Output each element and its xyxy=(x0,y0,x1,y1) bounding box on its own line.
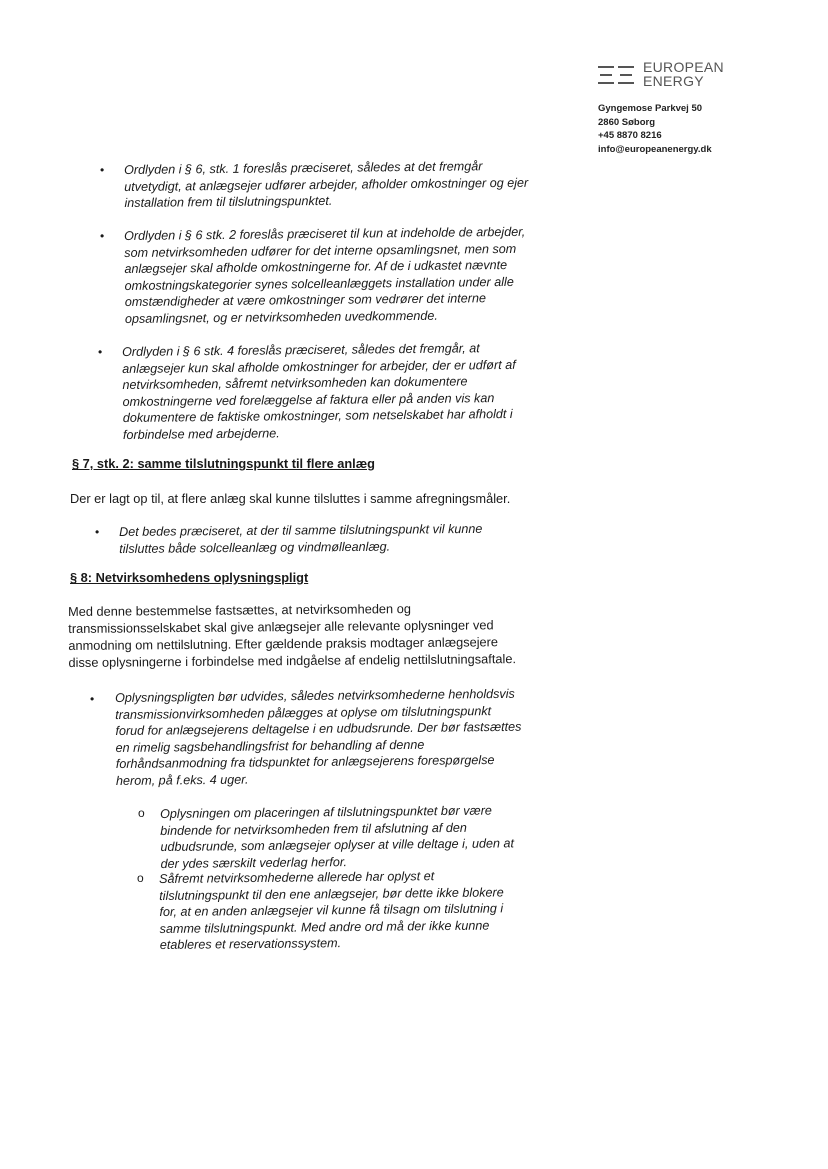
text-line: for, at en anden anlægsejer vil kunne få tilsagn om tilslutning i xyxy=(159,901,504,920)
text-line: der ydes særskilt vederlag herfor. xyxy=(160,854,348,871)
text-line: anlægsejer skal afholde omkostningerne for. Af de i udkastet nævnte xyxy=(124,258,508,277)
text-line: etableres et reservationssystem. xyxy=(159,936,342,953)
text-line: forhåndsanmodning fra tidspunktet for anlægsejerens forespørgelse xyxy=(115,753,495,772)
text-line: Ordlyden i § 6 stk. 4 foreslås præciseret, således det fremgår, at xyxy=(122,341,480,359)
section-8-bullet xyxy=(115,686,522,790)
text-line: Det bedes præciseret, at der til samme tilslutningspunkt vil kunne xyxy=(119,521,483,539)
text-line: omkostningerne ved forelæggelse af faktura eller på anden vis kan xyxy=(122,390,495,409)
text-line: tilslutningspunkt til den ene anlægsejer, bør dette ikke blokere xyxy=(159,884,504,903)
text-line: installation frem til tilslutningspunktet. xyxy=(124,194,333,211)
text-line: anlægsejer kun skal afholde omkostninger for arbejder, der er udført af xyxy=(122,357,516,376)
text-line: forud for anlægsejerens deltagelse i en udbudsrunde. Der bør fastsættes xyxy=(115,719,522,739)
text-line: Oplysningen om placeringen af tilslutningspunktet bør være xyxy=(160,803,492,821)
text-line: Såfremt netvirksomhederne allerede har oplyst et xyxy=(159,869,435,886)
section-7-bullet xyxy=(119,521,483,557)
section-6-bullet-1 xyxy=(124,158,528,212)
section-7-paragraph: Der er lagt op til, at flere anlæg skal kunne tilsluttes i samme afregningsmåler. xyxy=(70,491,511,506)
section-6-bullet-2 xyxy=(124,224,526,328)
text-line: herom, på f.eks. 4 uger. xyxy=(115,772,249,788)
text-line: forbindelse med arbejderne. xyxy=(122,426,280,442)
address-phone: +45 8870 8216 xyxy=(598,130,662,142)
text-line: opsamlingsnet, og er netvirksomheden uvedkommende. xyxy=(124,308,438,326)
text-line: transmissionsselskabet skal give anlægsejer alle relevante oplysninger ved xyxy=(68,617,494,636)
text-line: Ordlyden i § 6 stk. 2 foreslås præciseret til kun at indeholde de arbejder, xyxy=(124,224,526,243)
text-line: dokumentere de faktiske omkostninger, som netselskabet har afholdt i xyxy=(122,407,513,426)
text-line: Ordlyden i § 6, stk. 1 foreslås præciseret, således at det fremgår xyxy=(124,159,483,177)
text-line: omstændigheder at være omkostninger som vedrører det interne xyxy=(124,291,487,310)
address-street: Gyngemose Parkvej 50 xyxy=(598,103,703,114)
text-line: en rimelig sagsbehandlingsfrist for behandling af denne xyxy=(115,737,425,755)
section-8-heading: § 8: Netvirksomhedens oplysningspligt xyxy=(70,570,309,585)
text-line: som netvirksomheden udfører for det interne opsamlingsnet, men som xyxy=(124,241,517,260)
address-email: info@europeanenergy.dk xyxy=(598,143,712,155)
section-8-sub-bullet-1 xyxy=(160,802,514,872)
address-city: 2860 Søborg xyxy=(598,116,656,128)
text-line: tilsluttes både solcelleanlæg og vindmølleanlæg. xyxy=(119,539,391,556)
text-line: netvirksomheden, såfremt netvirksomheden kan dokumentere xyxy=(122,374,468,393)
text-line: anmodning om nettilslutning. Efter gældende praksis modtager anlægsejere xyxy=(68,634,499,653)
text-line: Med denne bestemmelse fastsættes, at netvirksomheden og xyxy=(68,601,411,619)
text-line: bindende for netvirksomheden frem til afslutning af den xyxy=(160,820,467,838)
sub-bullet-glyph: o xyxy=(138,806,145,820)
section-7-heading: § 7, stk. 2: samme tilslutningspunkt til flere anlæg xyxy=(72,456,375,471)
bullet-glyph: • xyxy=(98,345,103,359)
bullet-glyph: • xyxy=(90,692,95,706)
text-line: samme tilslutningspunkt. Med andre ord må der ikke kunne xyxy=(159,918,490,936)
bullet-glyph: • xyxy=(100,229,105,243)
logo-line-1: EUROPEAN xyxy=(643,59,724,75)
logo-line-2: ENERGY xyxy=(643,73,704,89)
section-8-sub-bullet-2 xyxy=(159,867,504,954)
bullet-glyph: • xyxy=(100,163,105,177)
text-line: utvetydigt, at anlægsejer udfører arbejder, afholder omkostninger og ejer xyxy=(124,175,529,194)
text-line: transmissionvirksomheden pålægges at oplyse om tilslutningspunkt xyxy=(115,703,492,722)
text-line: omkostningskategorier synes solcelleanlæggets installation under alle xyxy=(124,274,514,293)
text-line: Oplysningspligten bør udvides, således netvirksomhederne henholdsvis xyxy=(115,686,515,705)
text-line: disse oplysningerne i forbindelse med indgåelse af endelig nettilslutningsaftale. xyxy=(68,651,517,670)
section-6-bullet-3 xyxy=(122,340,516,444)
bullet-glyph: • xyxy=(95,525,100,539)
sub-bullet-glyph: o xyxy=(137,871,144,885)
text-line: udbudsrunde, som anlægsejer oplyser at ville deltage i, uden at xyxy=(160,836,515,855)
section-8-paragraph xyxy=(68,599,516,671)
